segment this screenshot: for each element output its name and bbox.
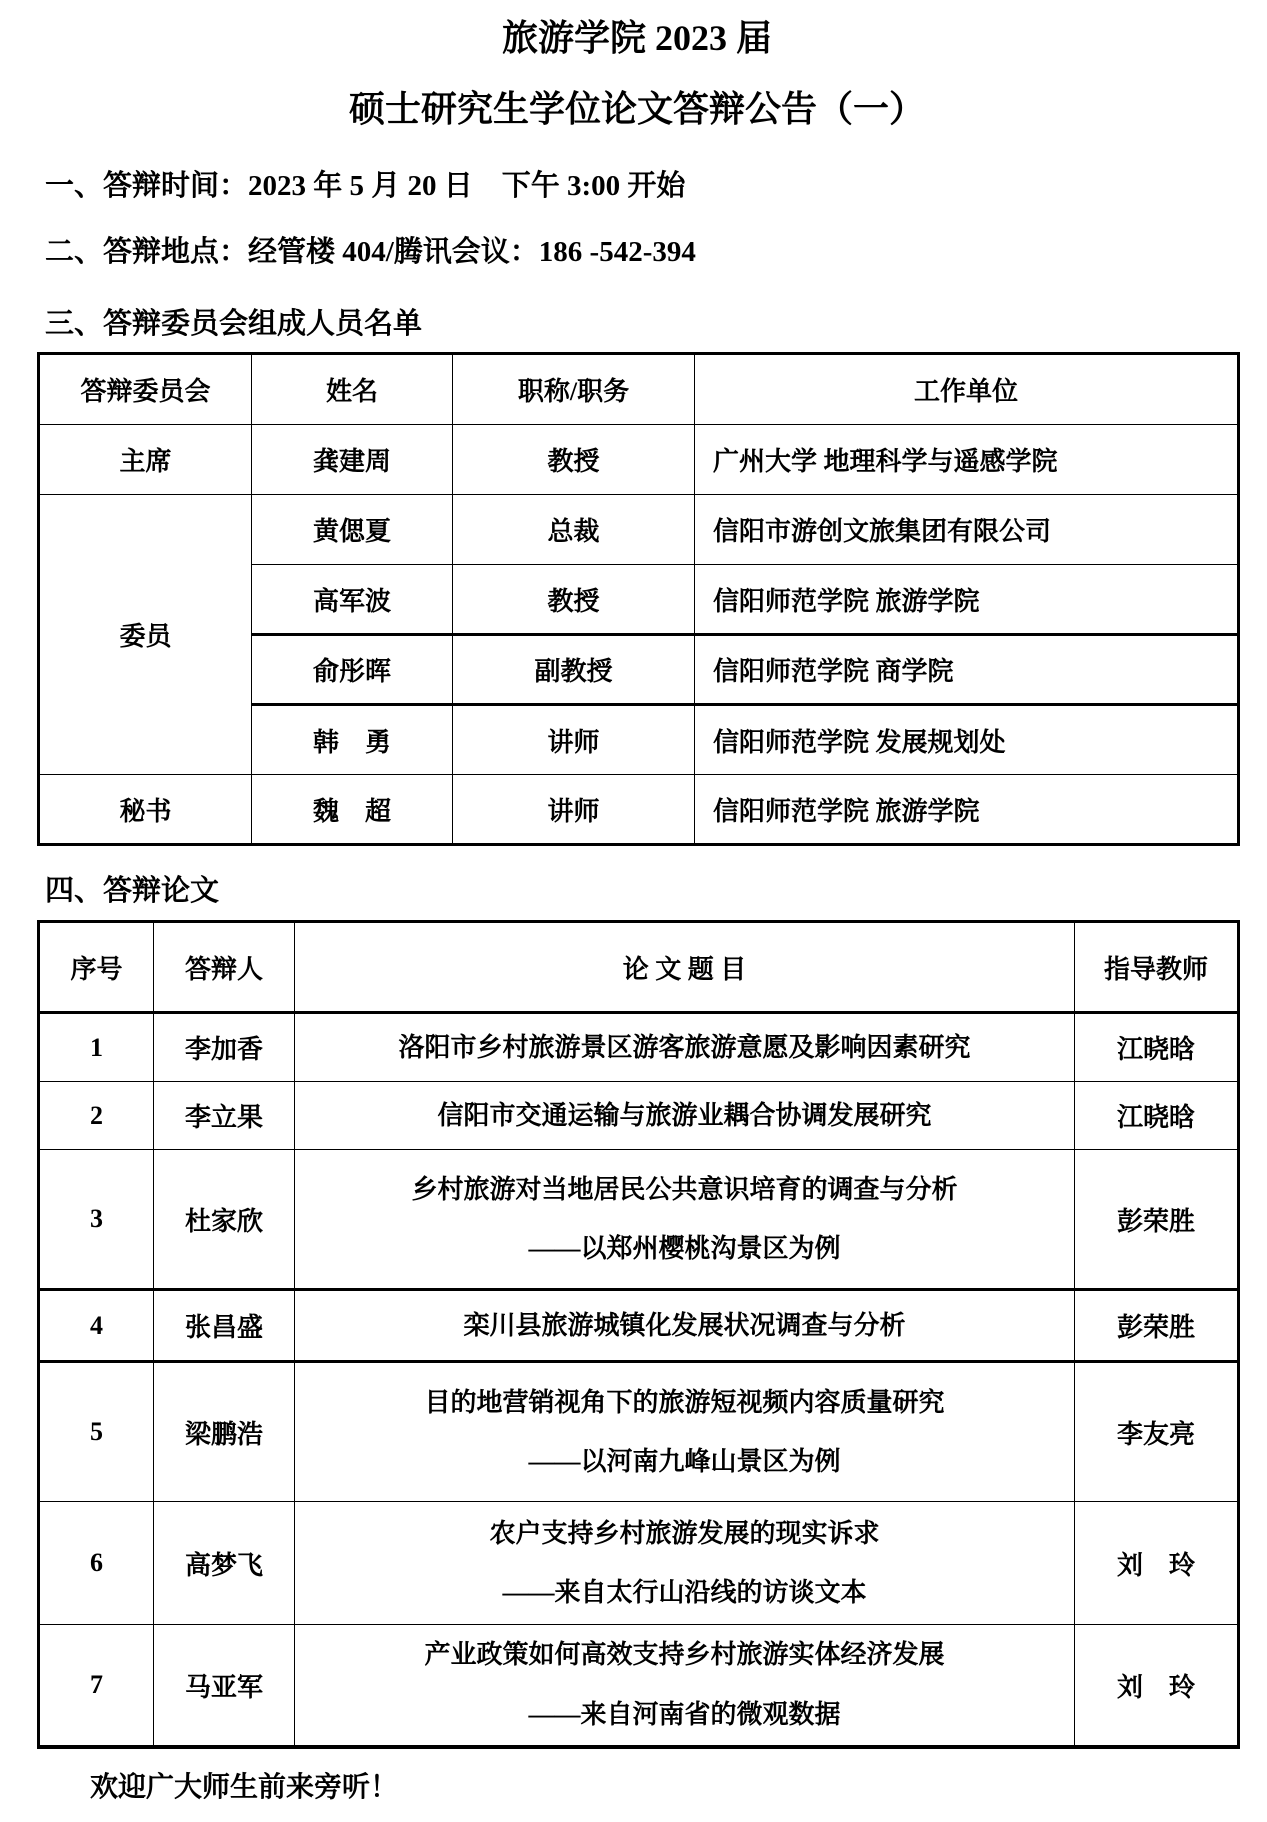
committee-role-cell: 委员 bbox=[39, 495, 252, 775]
member-name-cell: 龚建周 bbox=[252, 425, 453, 495]
thesis-title-cell bbox=[295, 1013, 1075, 1082]
member-title-cell: 教授 bbox=[453, 425, 695, 495]
thesis-no-cell: 6 bbox=[39, 1502, 154, 1625]
section-defense-time: 一、答辩时间：2023 年 5 月 20 日 下午 3:00 开始 bbox=[45, 169, 686, 202]
committee-role-cell: 秘书 bbox=[39, 775, 252, 845]
header-title-position: 职称/职务 bbox=[453, 354, 695, 425]
member-org-cell: 信阳师范学院 旅游学院 bbox=[695, 565, 1239, 635]
page-title-line2: 硕士研究生学位论文答辩公告（一） bbox=[348, 89, 925, 130]
student-name-cell: 张昌盛 bbox=[154, 1290, 295, 1362]
member-title-cell: 教授 bbox=[453, 565, 695, 635]
advisor-name-cell: 彭荣胜 bbox=[1075, 1290, 1239, 1362]
header-thesis-title: 论 文 题 目 bbox=[295, 922, 1075, 1013]
advisor-name-cell: 刘 玲 bbox=[1075, 1502, 1239, 1625]
thesis-title-line: 产业政策如何高效支持乡村旅游实体经济发展 bbox=[424, 1640, 945, 1670]
advisor-name-cell: 刘 玲 bbox=[1075, 1625, 1239, 1747]
thesis-title-cell bbox=[295, 1625, 1075, 1747]
member-org-cell: 信阳师范学院 发展规划处 bbox=[695, 705, 1239, 775]
table-header-row bbox=[39, 922, 1239, 1013]
thesis-title-cell bbox=[295, 1502, 1075, 1625]
header-work-unit: 工作单位 bbox=[695, 354, 1239, 425]
footer-note: 欢迎广大师生前来旁听！ bbox=[90, 1771, 399, 1803]
member-title-cell: 总裁 bbox=[453, 495, 695, 565]
thesis-table bbox=[37, 920, 1240, 1749]
thesis-title-line: 信阳市交通运输与旅游业耦合协调发展研究 bbox=[437, 1100, 932, 1130]
member-org-cell: 信阳师范学院 商学院 bbox=[695, 635, 1239, 705]
table-row bbox=[39, 1150, 1239, 1290]
table-row bbox=[39, 425, 1239, 495]
thesis-no-cell: 7 bbox=[39, 1625, 154, 1747]
thesis-title-line: 农户支持乡村旅游发展的现实诉求 bbox=[489, 1518, 880, 1548]
table-row bbox=[39, 1082, 1239, 1150]
member-title-cell: 讲师 bbox=[453, 775, 695, 845]
thesis-no-cell: 4 bbox=[39, 1290, 154, 1362]
thesis-title-line: 目的地营销视角下的旅游短视频内容质量研究 bbox=[424, 1387, 945, 1417]
section-committee-heading: 三、答辩委员会组成人员名单 bbox=[45, 307, 423, 340]
thesis-title-line: 乡村旅游对当地居民公共意识培育的调查与分析 bbox=[411, 1174, 958, 1204]
committee-table-body bbox=[39, 425, 1239, 845]
advisor-name-cell: 李友亮 bbox=[1075, 1362, 1239, 1502]
thesis-title-line: 洛阳市乡村旅游景区游客旅游意愿及影响因素研究 bbox=[398, 1032, 971, 1062]
thesis-title-cell bbox=[295, 1082, 1075, 1150]
table-row bbox=[39, 1362, 1239, 1502]
table-row bbox=[39, 1013, 1239, 1082]
student-name-cell: 马亚军 bbox=[154, 1625, 295, 1747]
page-title-line1: 旅游学院 2023 届 bbox=[501, 18, 772, 58]
thesis-title-cell bbox=[295, 1362, 1075, 1502]
advisor-name-cell: 江晓晗 bbox=[1075, 1013, 1239, 1082]
thesis-title-line: ——以郑州樱桃沟景区为例 bbox=[528, 1234, 841, 1264]
header-committee-role: 答辩委员会 bbox=[39, 354, 252, 425]
member-org-cell: 广州大学 地理科学与遥感学院 bbox=[695, 425, 1239, 495]
student-name-cell: 李立果 bbox=[154, 1082, 295, 1150]
committee-table-header bbox=[39, 354, 1239, 425]
student-name-cell: 梁鹏浩 bbox=[154, 1362, 295, 1502]
committee-table bbox=[37, 352, 1240, 846]
thesis-no-cell: 3 bbox=[39, 1150, 154, 1290]
member-name-cell: 俞彤晖 bbox=[252, 635, 453, 705]
student-name-cell: 李加香 bbox=[154, 1013, 295, 1082]
thesis-no-cell: 5 bbox=[39, 1362, 154, 1502]
member-org-cell: 信阳市游创文旅集团有限公司 bbox=[695, 495, 1239, 565]
thesis-title-line: ——来自太行山沿线的访谈文本 bbox=[502, 1578, 867, 1608]
thesis-title-line: ——以河南九峰山景区为例 bbox=[528, 1447, 841, 1477]
member-name-cell: 韩 勇 bbox=[252, 705, 453, 775]
member-name-cell: 魏 超 bbox=[252, 775, 453, 845]
member-title-cell: 讲师 bbox=[453, 705, 695, 775]
member-name-cell: 黄偲夏 bbox=[252, 495, 453, 565]
thesis-no-cell: 1 bbox=[39, 1013, 154, 1082]
member-org-cell: 信阳师范学院 旅游学院 bbox=[695, 775, 1239, 845]
table-row bbox=[39, 1625, 1239, 1747]
table-row bbox=[39, 1502, 1239, 1625]
table-row bbox=[39, 1290, 1239, 1362]
thesis-title-line: ——来自河南省的微观数据 bbox=[528, 1700, 841, 1730]
thesis-title-line: 栾川县旅游城镇化发展状况调查与分析 bbox=[463, 1310, 906, 1340]
section-defense-location: 二、答辩地点：经管楼 404/腾讯会议：186 -542-394 bbox=[45, 235, 696, 268]
student-name-cell: 杜家欣 bbox=[154, 1150, 295, 1290]
member-title-cell: 副教授 bbox=[453, 635, 695, 705]
header-advisor: 指导教师 bbox=[1075, 922, 1239, 1013]
header-serial-no: 序号 bbox=[39, 922, 154, 1013]
thesis-table-header bbox=[39, 922, 1239, 1013]
table-row bbox=[39, 775, 1239, 845]
committee-role-cell: 主席 bbox=[39, 425, 252, 495]
thesis-no-cell: 2 bbox=[39, 1082, 154, 1150]
thesis-title-cell bbox=[295, 1290, 1075, 1362]
student-name-cell: 高梦飞 bbox=[154, 1502, 295, 1625]
member-name-cell: 高军波 bbox=[252, 565, 453, 635]
advisor-name-cell: 彭荣胜 bbox=[1075, 1150, 1239, 1290]
table-header-row bbox=[39, 354, 1239, 425]
header-name: 姓名 bbox=[252, 354, 453, 425]
section-thesis-heading: 四、答辩论文 bbox=[45, 875, 220, 908]
advisor-name-cell: 江晓晗 bbox=[1075, 1082, 1239, 1150]
header-defender: 答辩人 bbox=[154, 922, 295, 1013]
thesis-title-cell bbox=[295, 1150, 1075, 1290]
table-row bbox=[39, 495, 1239, 565]
thesis-table-body bbox=[39, 1013, 1239, 1747]
